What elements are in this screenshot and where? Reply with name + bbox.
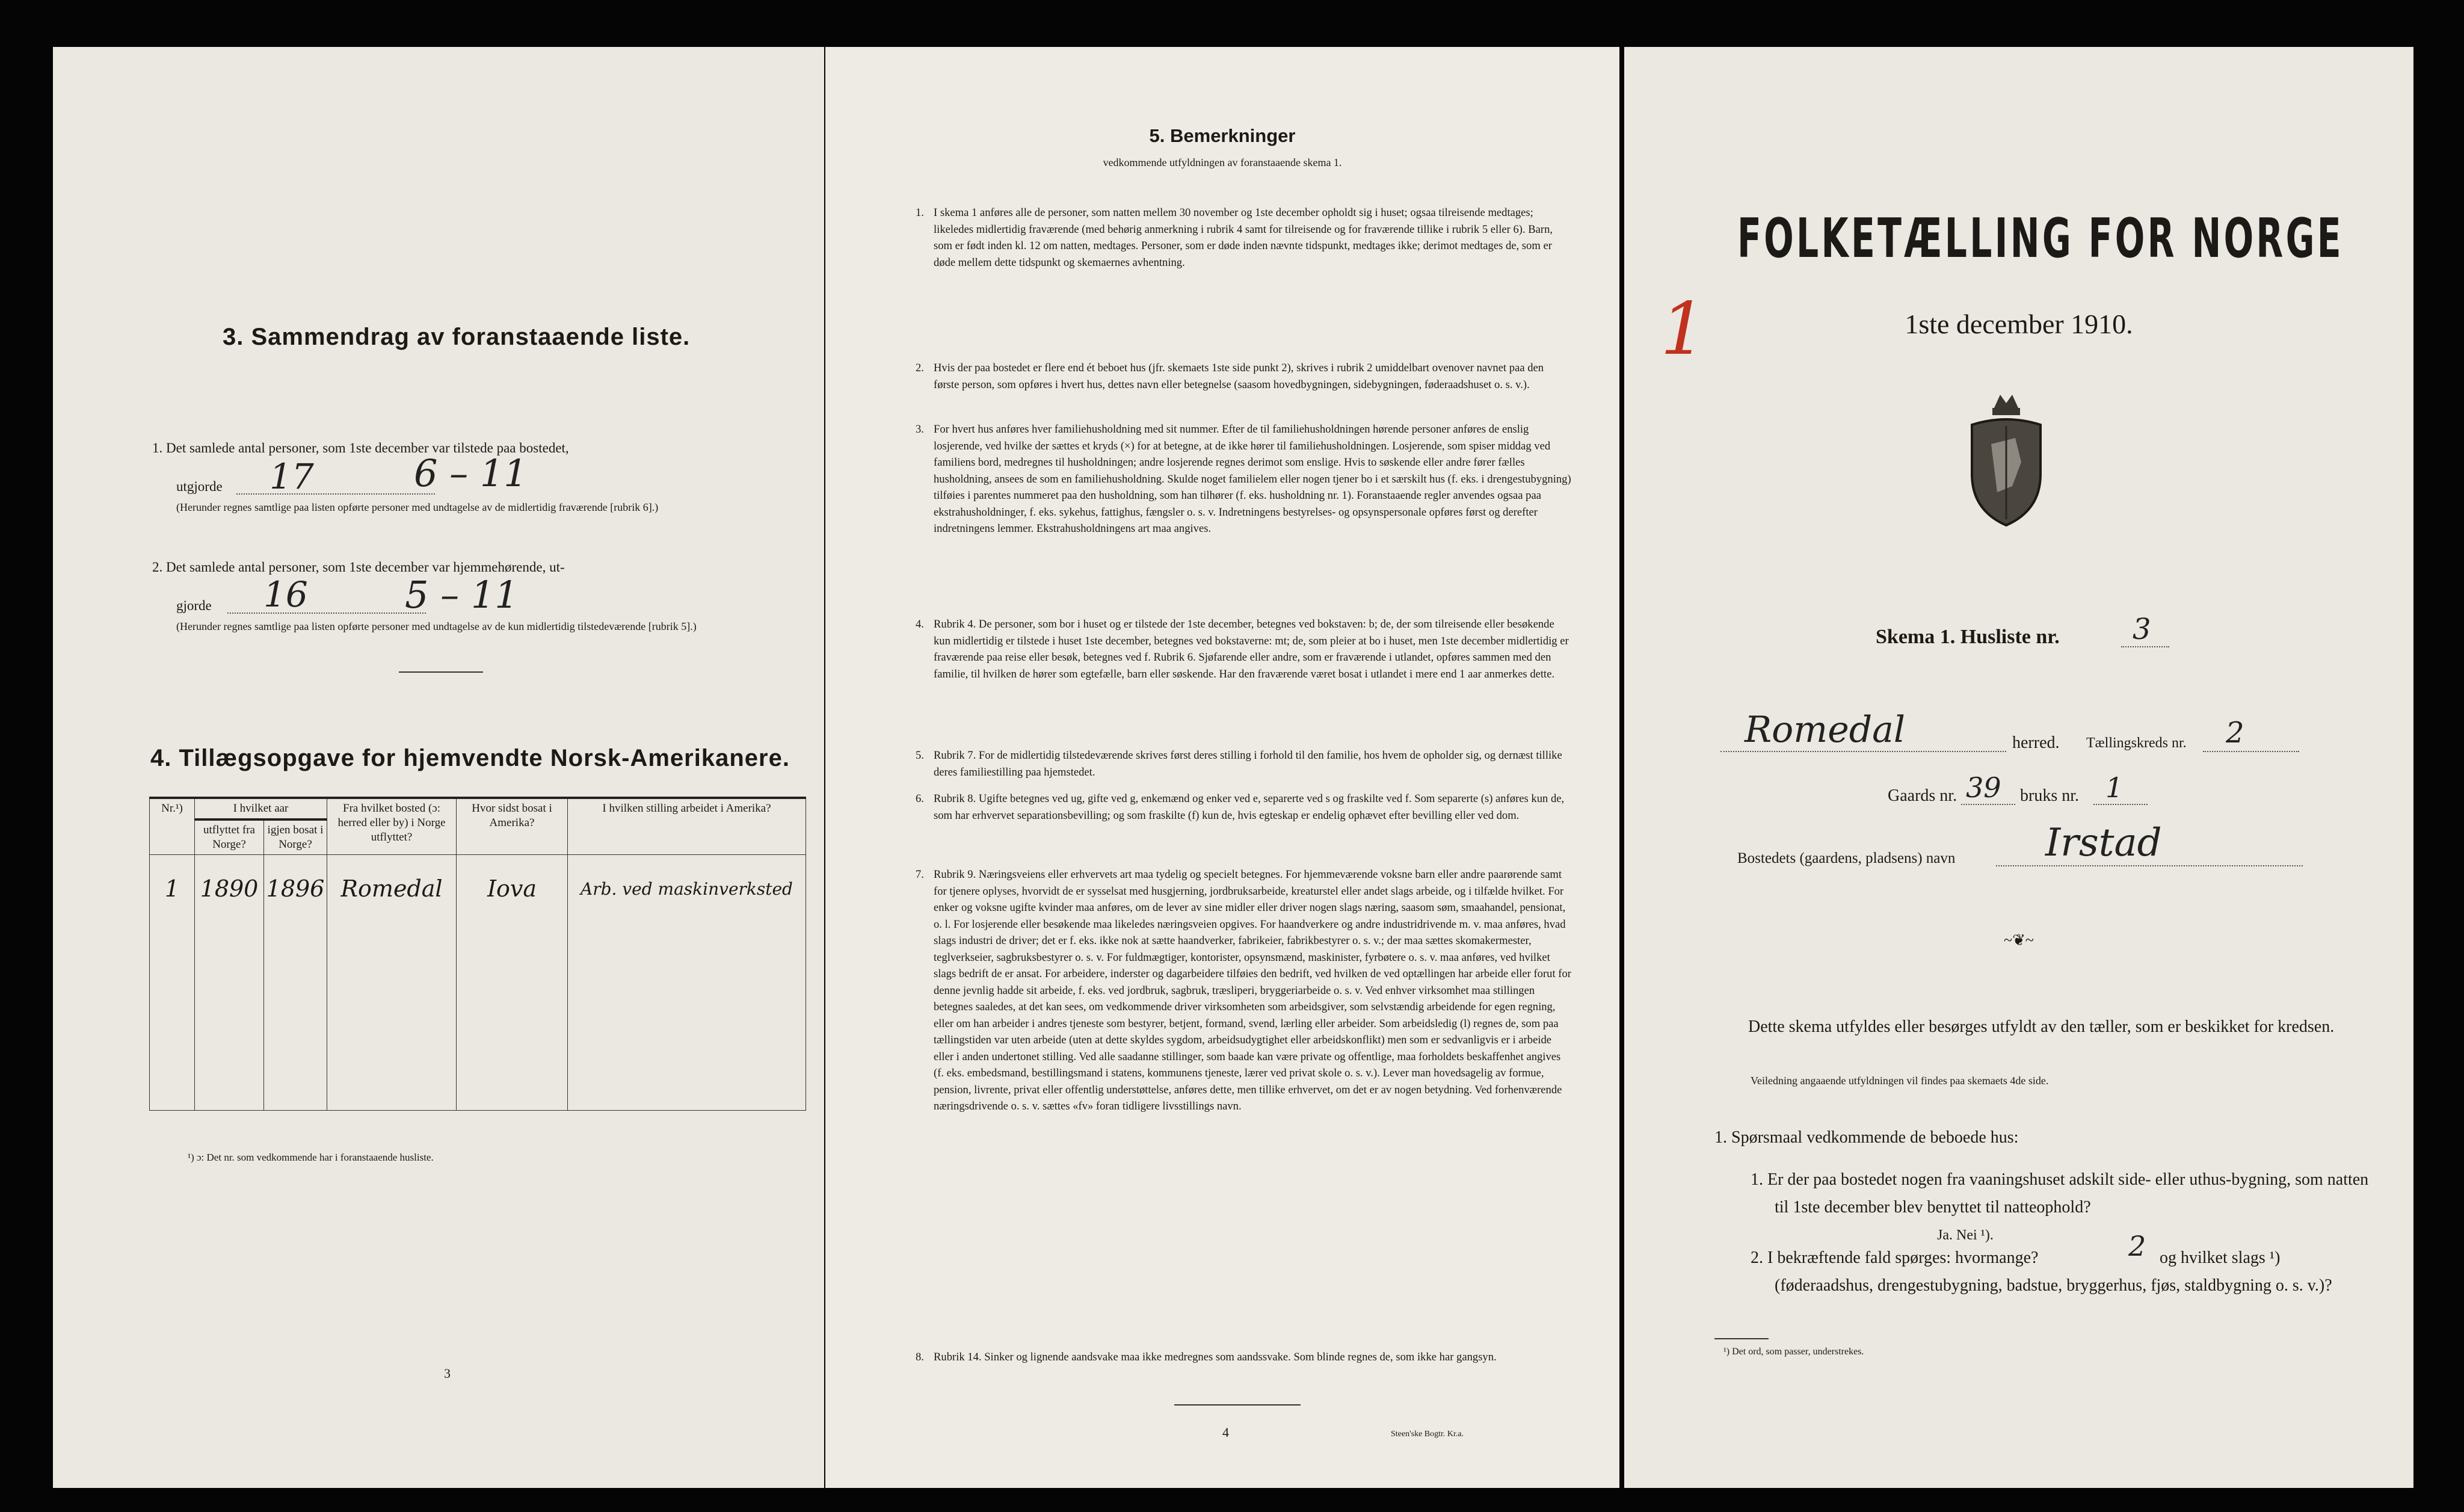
remark-3: 3. For hvert hus anføres hver familiehusholdning med sit nummer. Efter de til familiehusholdningen hørende personer anføres de enslig losjerende, ved hvilke der sættes et kryds (×) for at betegne, at de ikke hører til familiehusholdningen. Losjerende, som spiser middag ved familiens bord, medregnes til husholdningen; andre losjerende regnes derimot som enslige. Hvis to søskende eller andre fører fælles husholdning, ansees de som en familiehusholdning. Skulde noget familielem eller nogen tjener bo i et særskilt hus (f. eks. i drengestubygning) tilføies i parentes nummeret paa den husholdning, som han tilhører (f. eks. husholdning nr. 1). Foranstaaende regler anvendes ogsaa paa ekstrahusholdninger, f. eks. sykehus, fattighus, fængsler o. s. v. Indretningens bestyrelses- og opsynspersonale opføres først og derefter indretningens lemmer. Ekstrahusholdningens art maa angives. <box>916 423 1571 535</box>
cell-last-residence: Iova <box>457 855 568 923</box>
header-nr: Nr.¹) <box>150 798 195 855</box>
remark-2: 2. Hvis der paa bostedet er flere end ét beboet hus (jfr. skemaets 1ste side punkt 2), skrives i rubrik 2 umiddelbart ovenover navnet paa den første person, som opføres i hvert hus, dettes navn eller betegnelse (saasom hovedbygningen, sidebygningen, føderaadshuset o. s. v.). <box>916 362 1544 391</box>
instruction: Dette skema utfyldes eller besørges utfyldt av den tæller, som er beskikket for kredsen. <box>1748 1017 2335 1036</box>
bruks-dotline <box>2093 804 2148 805</box>
schema-label: Skema 1. Husliste nr. <box>1876 626 2060 648</box>
bruks-value: 1 <box>2105 771 2124 804</box>
page-number: 3 <box>444 1366 451 1381</box>
bosted-label: Bostedets (gaardens, pladsens) navn <box>1737 850 1956 866</box>
section4-heading: 4. Tillægsopgave for hjemvendte Norsk-Amerikanere. <box>150 745 790 771</box>
krets-dotline <box>2203 751 2299 752</box>
cell-occupation: Arb. ved maskinverksted <box>568 855 806 923</box>
footnote-rule <box>1714 1338 1769 1339</box>
question-1: 1. Er der paa bostedet nogen fra vaaningshuset adskilt side- eller uthus-bygning, som natten til 1ste december blev benyttet til natteophold? <box>1751 1170 2369 1217</box>
remark-1: 1. I skema 1 anføres alle de personer, som natten mellem 30 november og 1ste december opholdt sig i huset; ogsaa tilreisende medtages; likeledes midlertidig fraværende (med behørig anmerkning i rubrik 4 samt for tilreisende og for fraværende tillike i rubrik 5 eller 6). Barn, som er født inden kl. 12 om natten, medtages. Personer, som er døde inden nævnte tidspunkt, medtages ikke; derimot medtages de, som er døde mellem dette tidspunkt og skemaernes avhentning. <box>916 206 1553 269</box>
table-row <box>150 1063 806 1111</box>
herred-value: Romedal <box>1745 709 1906 751</box>
q1-note: (Herunder regnes samtlige paa listen opførte personer med undtagelse av de midlertidig fraværende [rubrik 6].) <box>176 501 659 513</box>
herred-label: herred. <box>2012 733 2060 752</box>
header-emigrated: utflyttet fra Norge? <box>195 819 264 855</box>
remark-6: 6. Rubrik 8. Ugifte betegnes ved ug, gifte ved g, enkemænd og enker ved e, separerte ved s og fraskilte ved f. Som separerte (s) anføres kun de, som har erhvervet separationsbevilling; og som fraskilte (f) kun de, hvis egteskap er endelig ophævet efter bevilling eller ved dom. <box>916 792 1565 822</box>
printer-mark: Steen'ske Bogtr. Kr.a. <box>1391 1430 1464 1439</box>
schema-dotline <box>2121 646 2169 647</box>
header-year-group: I hvilket aar <box>195 798 327 819</box>
question-2-c: (føderaadshus, drengestubygning, badstue, bryggerhus, fjøs, staldbygning o. s. v.)? <box>1775 1276 2332 1295</box>
cell-emigrated: 1890 <box>195 855 264 923</box>
page-right <box>1624 47 2413 1488</box>
q2-prefix: gjorde <box>176 598 212 613</box>
q1-prefix: utgjorde <box>176 479 223 494</box>
cell-nr: 1 <box>150 855 195 923</box>
q1-text: 1. Det samlede antal personer, som 1ste december var tilstede paa bostedet, <box>152 440 569 455</box>
divider <box>1174 1404 1301 1406</box>
questions-heading: 1. Spørsmaal vedkommende de beboede hus: <box>1714 1128 2019 1147</box>
question-2-value: 2 <box>2128 1230 2146 1262</box>
page-left <box>53 47 824 1488</box>
table-row <box>150 855 806 923</box>
norsk-amerikanere-table <box>149 797 806 1111</box>
q2-hand-note: 5 – 11 <box>405 573 519 617</box>
cell-returned: 1896 <box>264 855 327 923</box>
table-row <box>150 969 806 1016</box>
header-last-residence: Hvor sidst bosat i Amerika? <box>457 798 568 855</box>
q1-dotline <box>236 493 435 495</box>
page-middle <box>825 47 1619 1488</box>
page-number: 4 <box>1222 1425 1229 1440</box>
q2-text: 2. Det samlede antal personer, som 1ste december var hjemmehørende, ut- <box>152 560 565 575</box>
q1-hand-note: 6 – 11 <box>414 451 528 495</box>
schema-value: 3 <box>2133 613 2151 646</box>
divider <box>399 671 483 673</box>
remark-8: 8. Rubrik 14. Sinker og lignende aandsvake maa ikke medregnes som aandssvake. Som blinde regnes de, som ikke har gangsyn. <box>916 1351 1497 1363</box>
ornament: ~❦~ <box>2004 931 2034 949</box>
remark-4: 4. Rubrik 4. De personer, som bor i huset og er tilstede der 1ste december, betegnes ved bokstaven: b; de, der som tilreisende eller besøkende kun midlertidig er tilstede i huset 1ste december, betegnes ved bokstaverne: mt; de, som pleier at bo i huset, men 1ste december midlertidig er fraværende paa reise eller besøk, betegnes ved f. Rubrik 6. Sjøfarende eller andre, som er fraværende i utlandet, opføres sammen med den familie, til hvilken de hører som egtefælle, barn eller søskende. Har den fraværende været bosat i utlandet i mere end 1 aar anmerkes dette. <box>916 618 1569 680</box>
form-title: FOLKETÆLLING FOR NORGE <box>1737 207 2344 270</box>
instruction-small: Veiledning angaaende utfyldningen vil findes paa skemaets 4de side. <box>1751 1075 2049 1087</box>
coat-of-arms-icon <box>1961 390 2051 528</box>
bosted-value: Irstad <box>2045 821 2162 865</box>
footnote: ¹) Det ord, som passer, understrekes. <box>1723 1347 1864 1357</box>
question-2-b: og hvilket slags ¹) <box>2160 1248 2281 1267</box>
q2-note: (Herunder regnes samtlige paa listen opførte personer med undtagelse av de kun midlertidig tilstedeværende [rubrik 5].) <box>176 620 697 632</box>
gaards-dotline <box>1961 804 2015 805</box>
gaards-label: Gaards nr. <box>1888 786 1957 805</box>
gaards-value: 39 <box>1966 771 2001 804</box>
header-returned: igjen bosat i Norge? <box>264 819 327 855</box>
remark-5: 5. Rubrik 7. For de midlertidig tilstedeværende skrives først deres stilling i forhold til den familie, hos hvem de opholder sig, og dernæst tillike deres familiestilling paa hjemstedet. <box>916 749 1562 779</box>
bruks-label: bruks nr. <box>2020 786 2079 805</box>
remark-7: 7. Rubrik 9. Næringsveiens eller erhvervets art maa tydelig og specielt betegnes. For hjemmeværende voksne barn eller andre paarørende samt for tjenere oplyses, hvorvidt de er sysselsat med husgjerning, jordbruksarbeide, kreaturstel eller andet slags arbeide, og i tilfælde hvilket. For enker og voksne ugifte kvinder maa anføres, om de lever av sine midler eller driver nogen slags næring, saasom søm, smaahandel, pensionat, o. l. For losjerende eller besøkende maa likeledes næringsveien opgives. For haandverkere og andre industridrivende m. v. maa anføres, hvad slags industri de driver; det er f. eks. ikke nok at sætte haandverker, fabrikeier, fabrikbestyrer o. s. v.; der maa sættes skomakermester, teglverkseier, sagbruksbestyrer o. s. v. For fuldmægtiger, kontorister, opsynsmænd, maskinister, fyrbøtere o. s. v. maa anføres, ved hvilket slags bedrift de er ansat. For arbeidere, inderster og dagarbeidere tilføies den bedrift, ved hvilken de ved optællingen har arbeide eller forut for denne jevnlig hadde sit arbeide, f. eks. ved jordbruk, sagbruk, træsliperi, bryggeriarbeide o. s. v. Ved enhver virksomhet maa stillingen betegnes saaledes, at det kan sees, om vedkommende driver virksomheten som arbeidsgiver, som selvstændig arbeidende for egen regning, eller om han arbeider i andres tjeneste som bestyrer, betjent, formand, svend, lærling eller arbeider. Som arbeidsledig (l) regnes de, som paa tællingstiden var uten arbeide (uten at dette skyldes sygdom, arbeidsudygtighet eller arbeidskonflikt) men som er sedvanligvis er i arbeide eller i anden undertonet stilling. Ved alle saadanne stillinger, som baade kan være private og offentlige, maa forholdets beskaffenhet angives (f. eks. embedsmand, bestillingsmand i statens, kommunens tjeneste, lærer ved privat skole o. s. v.). Lever man hovedsagelig av formue, pension, livrente, privat eller offentlig understøttelse, anføres dette, men tillike erhvervet, om det er av nogen betydning. Ved forhenværende næringsdrivende o. s. v. sættes «fv» foran tidligere livsstillings navn. <box>916 868 1571 1112</box>
section3-heading: 3. Sammendrag av foranstaaende liste. <box>223 324 691 350</box>
q2-dotline <box>227 613 426 614</box>
krets-value: 2 <box>2226 716 2244 750</box>
red-hand-mark: 1 <box>1660 288 1707 371</box>
header-from-where: Fra hvilket bosted (ɔ: herred eller by) i Norge utflyttet? <box>327 798 457 855</box>
table-row <box>150 922 806 969</box>
q1-value: 17 <box>270 456 314 497</box>
table-row <box>150 1016 806 1063</box>
krets-label: Tællingskreds nr. <box>2086 735 2187 751</box>
census-date: 1ste december 1910. <box>1905 309 2133 339</box>
question-2-a: 2. I bekræftende fald spørges: hvormange? <box>1751 1248 2039 1267</box>
question-1-answer: Ja. Nei ¹). <box>1937 1227 1994 1243</box>
table-footnote: ¹) ɔ: Det nr. som vedkommende har i foranstaaende husliste. <box>188 1152 434 1163</box>
header-occupation: I hvilken stilling arbeidet i Amerika? <box>568 798 806 855</box>
remarks-heading: 5. Bemerkninger <box>1149 125 1296 146</box>
herred-dotline <box>1720 751 2006 752</box>
remarks-subheading: vedkommende utfyldningen av foranstaaende skema 1. <box>1103 156 1342 168</box>
q2-value: 16 <box>263 574 308 615</box>
cell-from-where: Romedal <box>327 855 457 923</box>
bosted-dotline <box>1996 865 2303 866</box>
